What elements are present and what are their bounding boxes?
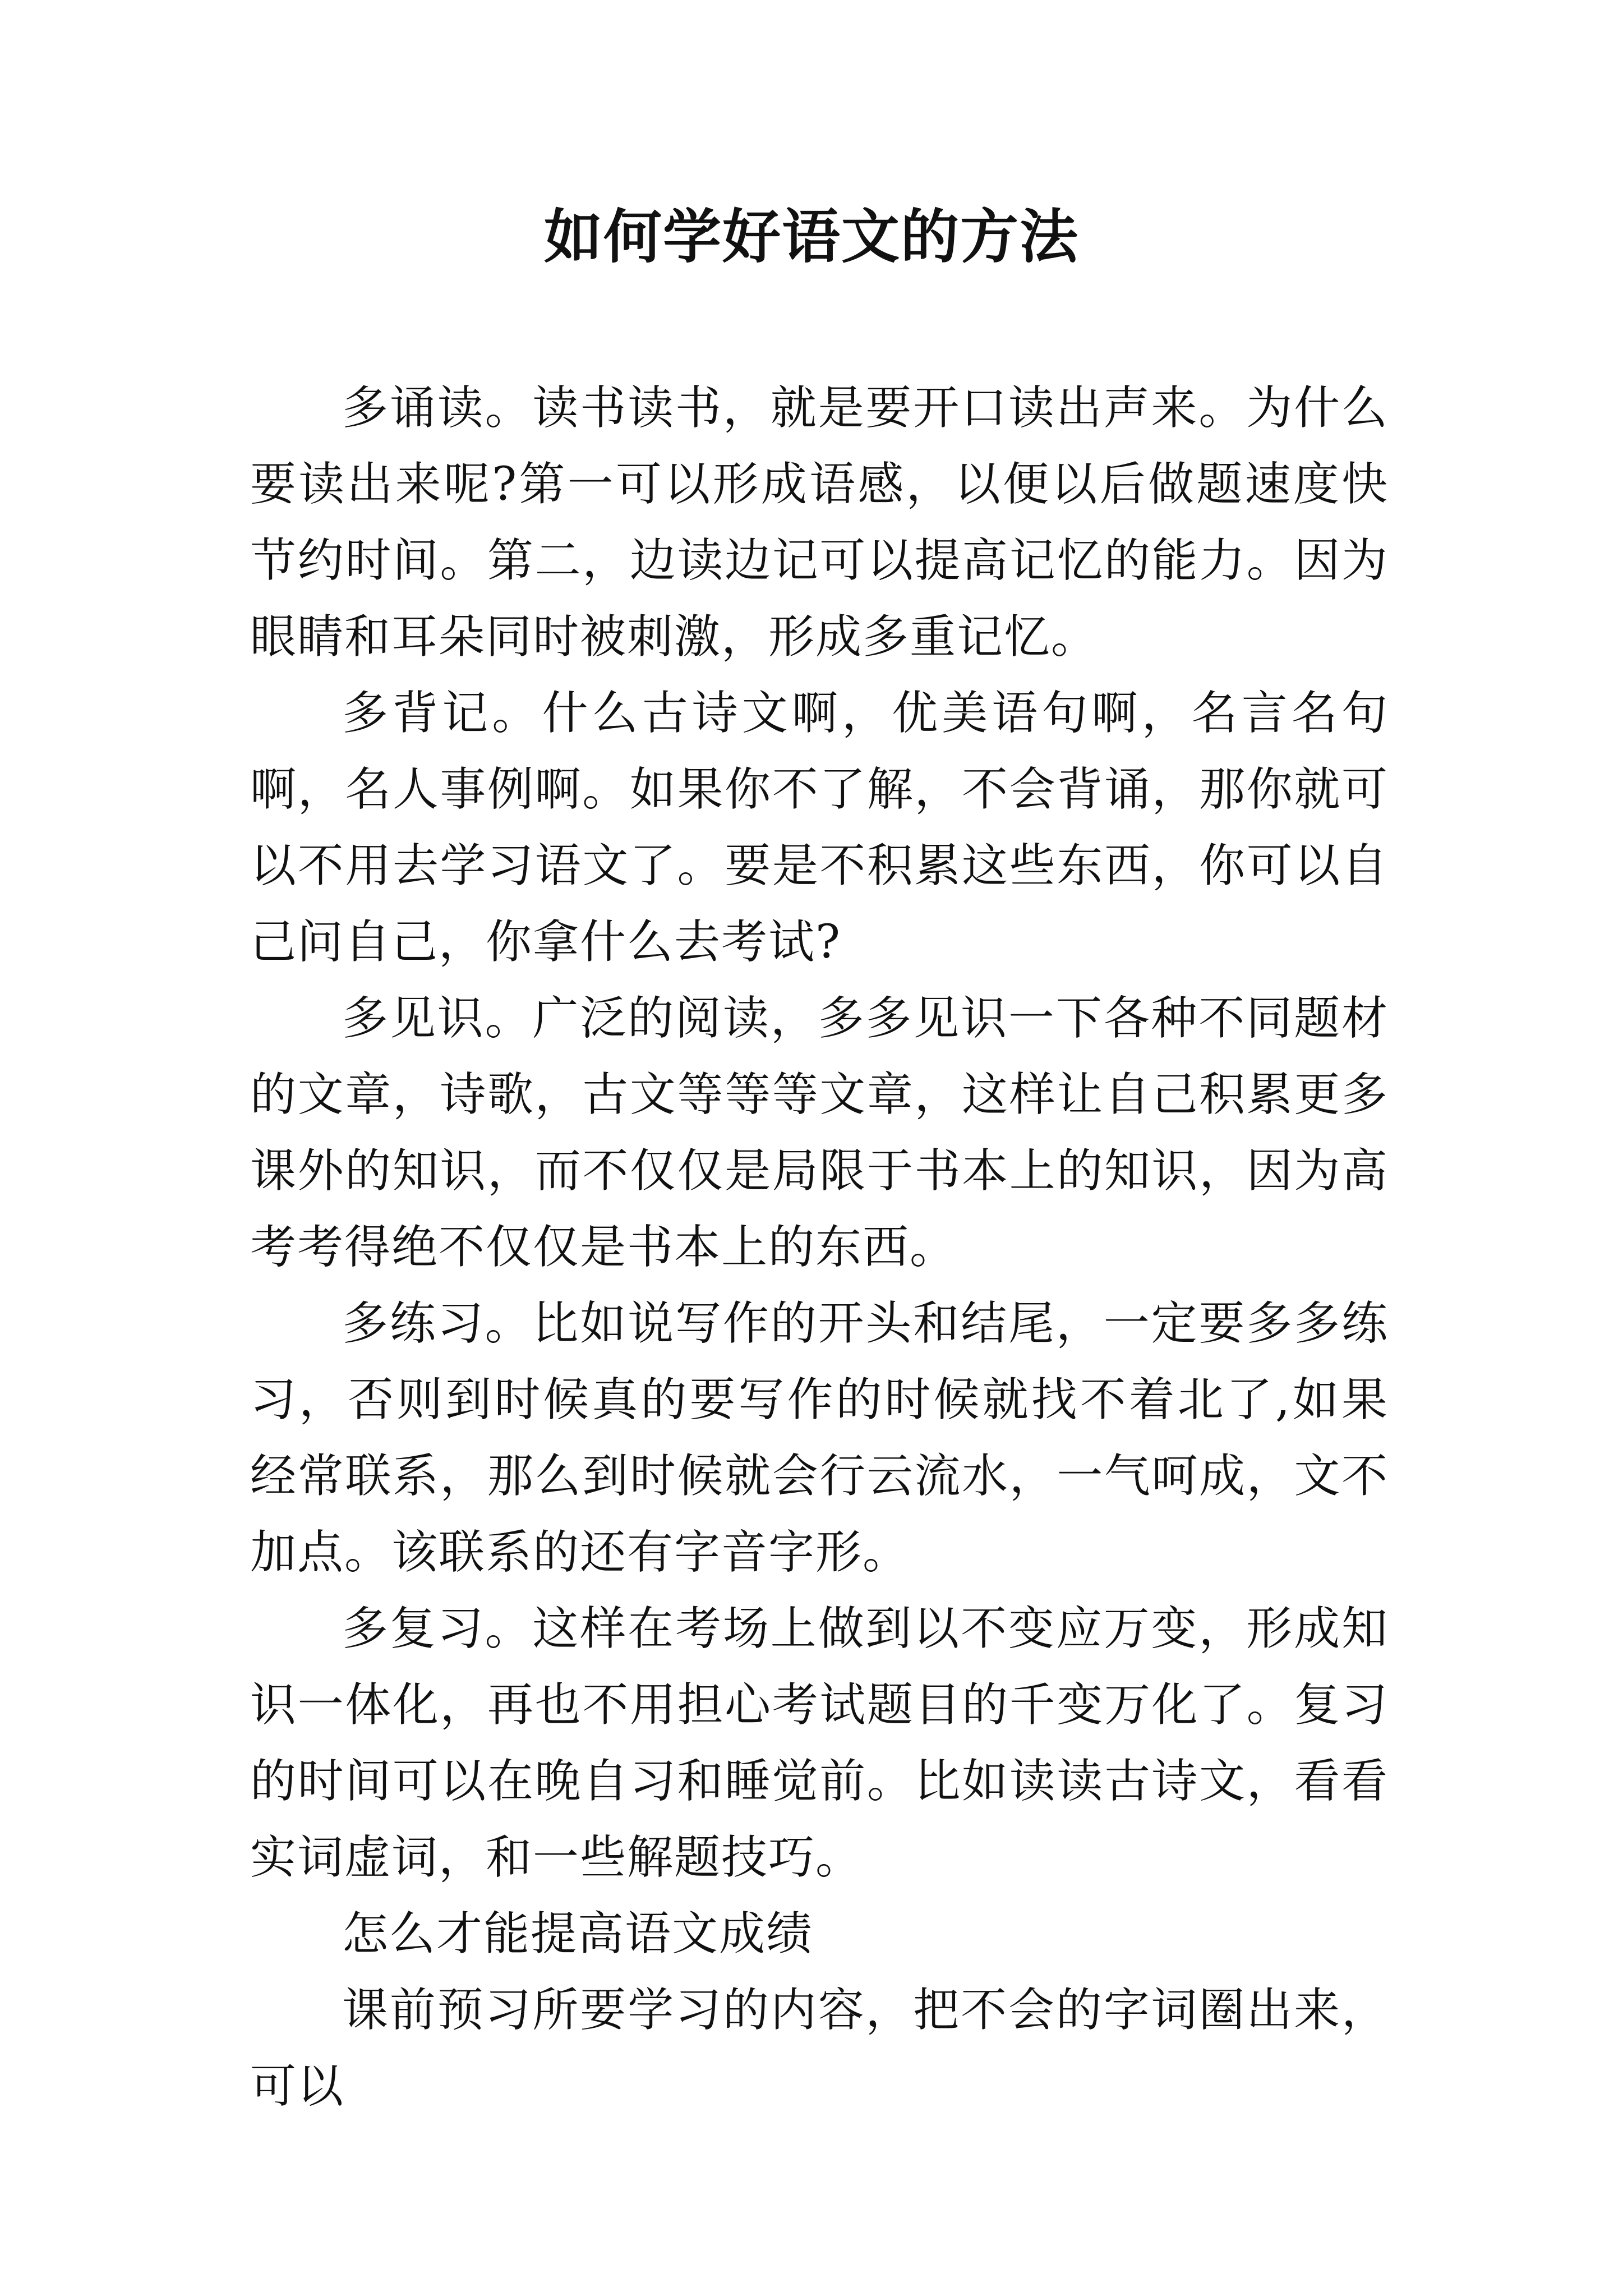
section-heading-improve-scores: 怎么才能提高语文成绩 [342, 1907, 814, 1961]
paragraph-review: 多复习。这样在考场上做到以不变应万变，形成知识一体化，再也不用担心考试题目的千变万化了。复习的时间可以在晚自习和睡觉前。比如读读古诗文，看看实词虚词，和一些解题技巧。 [250, 1602, 1389, 1884]
paragraph-recitation: 多诵读。读书读书，就是要开口读出声来。为什么要读出来呢?第一可以形成语感，以便以后做题速度快节约时间。第二，边读边记可以提高记忆的能力。因为眼睛和耳朵同时被刺激，形成多重记忆。 [250, 381, 1389, 664]
paragraph-preview: 课前预习所要学习的内容，把不会的字词圈出来，可以 [250, 1984, 1389, 2113]
paragraph-practice: 多练习。比如说写作的开头和结尾，一定要多多练习，否则到时候真的要写作的时候就找不着北了,如果经常联系，那么到时候就会行云流水，一气呵成，文不加点。该联系的还有字音字形。 [250, 1297, 1389, 1579]
paragraph-memorization: 多背记。什么古诗文啊，优美语句啊，名言名句啊，名人事例啊。如果你不了解，不会背诵，那你就可以不用去学习语文了。要是不积累这些东西，你可以自己问自己，你拿什么去考试? [250, 687, 1389, 969]
document-title: 如何学好语文的方法 [543, 202, 1079, 271]
paragraph-broad-reading: 多见识。广泛的阅读，多多见识一下各种不同题材的文章，诗歌，古文等等等文章，这样让自己积累更多课外的知识，而不仅仅是局限于书本上的知识，因为高考考得绝不仅仅是书本上的东西。 [250, 992, 1389, 1274]
document-body [250, 370, 1389, 2125]
